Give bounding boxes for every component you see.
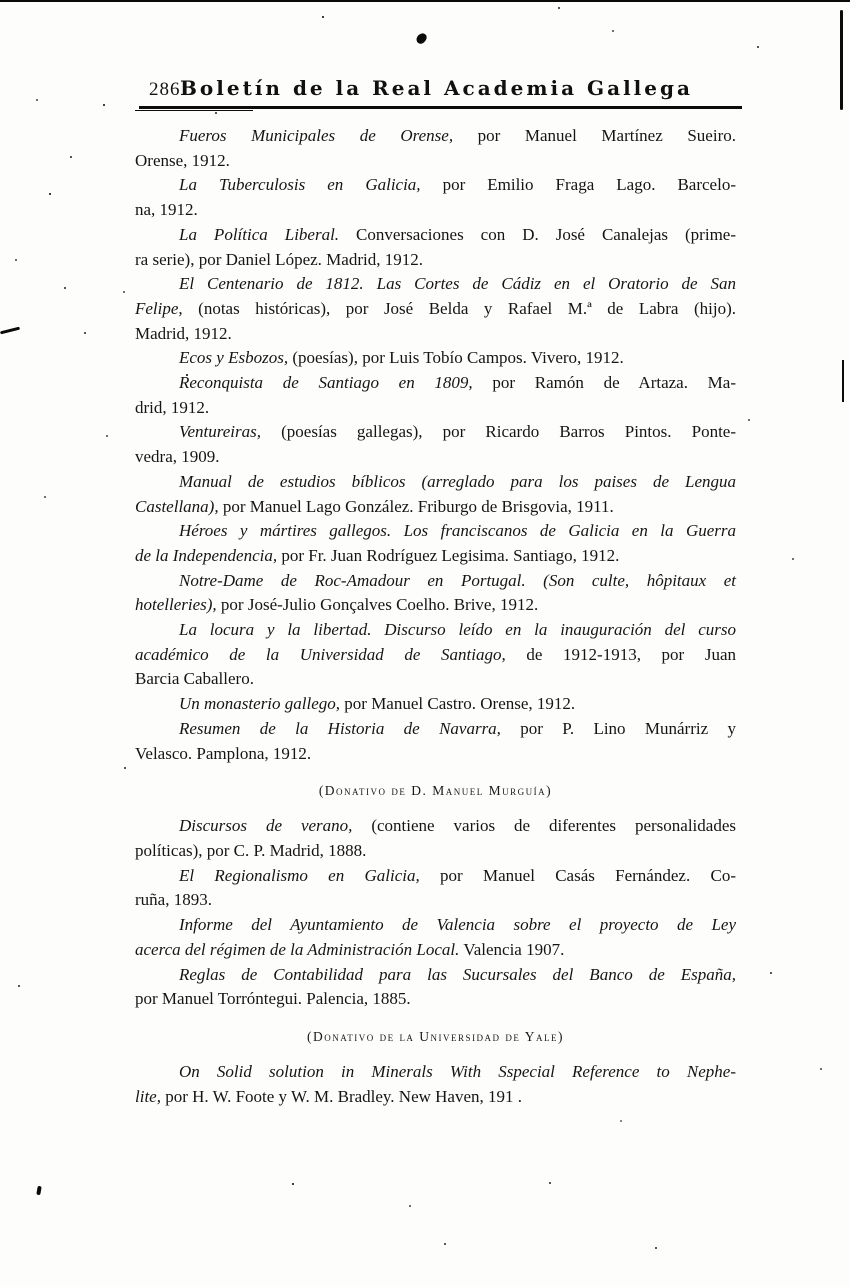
entry-line: Reconquista de Santiago en 1809, por Ramón de Artaza. Ma-	[179, 373, 737, 393]
entry-line: ruña, 1893.	[135, 890, 212, 910]
entry-line: académico de la Universidad de Santiago, de 1912-1913, por Juan	[135, 644, 736, 664]
bibliography-entry	[135, 963, 736, 1012]
entry-line: On Solid solution in Minerals With Sspecial Reference to Nephe-	[179, 1061, 736, 1081]
header-rule	[139, 106, 742, 109]
bibliography-entry	[135, 717, 736, 766]
entry-line: vedra, 1909.	[135, 447, 220, 467]
entry-line: Reglas de Contabilidad para las Sucursales del Banco de España,	[179, 964, 736, 984]
bibliography-entry	[135, 569, 736, 618]
entry-line: drid, 1912.	[135, 397, 210, 417]
bibliography-entry	[135, 814, 736, 863]
bibliography-entry	[135, 420, 736, 469]
entry-line: Resumen de la Historia de Navarra, por P. Lino Munárriz y	[179, 718, 736, 738]
bibliography-entry	[135, 124, 736, 173]
scan-streak-artifact	[842, 360, 844, 402]
bibliography-entry	[135, 470, 736, 519]
scan-noise	[0, 0, 2, 2]
entry-line: ra serie), por Daniel López. Madrid, 1912.	[135, 249, 423, 269]
entry-line: acerca del régimen de la Administración Local. Valencia 1907.	[135, 939, 565, 959]
entry-line: Orense, 1912.	[135, 150, 230, 170]
entry-line: Barcia Caballero.	[135, 669, 254, 689]
entry-line: hotelleries), por José-Julio Gonçalves Coelho. Brive, 1912.	[135, 595, 539, 615]
page-header	[135, 76, 738, 106]
bibliography-entry	[135, 223, 736, 272]
entry-line: Castellana), por Manuel Lago González. Friburgo de Brisgovia, 1911.	[135, 496, 614, 516]
scan-mark-artifact	[0, 327, 20, 335]
entry-line: El Regionalismo en Galicia, por Manuel Casás Fernández. Co-	[179, 865, 736, 885]
scan-mark-artifact	[36, 1186, 42, 1196]
entry-line: de la Independencia, por Fr. Juan Rodríguez Legisima. Santiago, 1912.	[135, 545, 620, 565]
bibliography-entry	[135, 618, 736, 692]
bibliography-entry	[135, 346, 736, 371]
entry-line: La Política Liberal. Conversaciones con D. José Canalejas (prime-	[179, 224, 736, 244]
entry-line: Velasco. Pamplona, 1912.	[135, 743, 312, 763]
entry-line: Informe del Ayuntamiento de Valencia sobre el proyecto de Ley	[179, 915, 736, 935]
bibliography-entry	[135, 1060, 736, 1109]
entry-line: Ventureiras, (poesías gallegas), por Ricardo Barros Pintos. Ponte-	[179, 422, 736, 442]
entry-line: Un monasterio gallego, por Manuel Castro. Orense, 1912.	[179, 694, 576, 714]
bibliography-entry	[135, 371, 736, 420]
running-title: Boletín de la Real Academia Gallega	[180, 76, 693, 100]
bibliography-entry	[135, 692, 736, 717]
entry-line: lite, por H. W. Foote y W. M. Bradley. New Haven, 191 .	[135, 1086, 523, 1106]
bibliography-entry	[135, 272, 736, 346]
entry-line: La Tuberculosis en Galicia, por Emilio Fraga Lago. Barcelo-	[179, 175, 736, 195]
entry-line: Madrid, 1912.	[135, 323, 232, 343]
entry-line: Ecos y Esbozos, (poesías), por Luis Tobío Campos. Vivero, 1912.	[179, 348, 624, 368]
bibliography-entry	[135, 913, 736, 962]
entry-line: Héroes y mártires gallegos. Los franciscanos de Galicia en la Guerra	[179, 521, 736, 541]
bibliography	[135, 124, 736, 1109]
scan-streak-artifact	[840, 10, 843, 110]
section-heading: (Donativo de la Universidad de Yale)	[306, 1028, 565, 1044]
entry-line: Felipe, (notas históricas), por José Belda y Rafael M.ª de Labra (hijo).	[135, 298, 736, 318]
entry-line: El Centenario de 1812. Las Cortes de Cádiz en el Oratorio de San	[179, 274, 736, 294]
entry-line: na, 1912.	[135, 200, 198, 220]
page-number: 286	[149, 79, 181, 100]
entry-line: por Manuel Torróntegui. Palencia, 1885.	[135, 989, 411, 1009]
entry-line: políticas), por C. P. Madrid, 1888.	[135, 840, 367, 860]
scan-edge-artifact	[0, 0, 850, 2]
ink-blob-artifact	[415, 31, 428, 45]
entry-line: Manual de estudios bíblicos (arreglado para los paises de Lengua	[179, 471, 736, 491]
entry-line: La locura y la libertad. Discurso leído en la inauguración del curso	[179, 620, 736, 640]
section-heading: (Donativo de D. Manuel Murguía)	[318, 783, 553, 799]
bibliography-entry	[135, 519, 736, 568]
entry-line: Notre-Dame de Roc-Amadour en Portugal. (Son culte, hôpitaux et	[179, 570, 736, 590]
entry-line: Discursos de verano, (contiene varios de diferentes personalidades	[179, 816, 736, 836]
bibliography-entry	[135, 864, 736, 913]
entry-line: Fueros Municipales de Orense, por Manuel Martínez Sueiro.	[179, 126, 736, 145]
bibliography-entry	[135, 173, 736, 222]
